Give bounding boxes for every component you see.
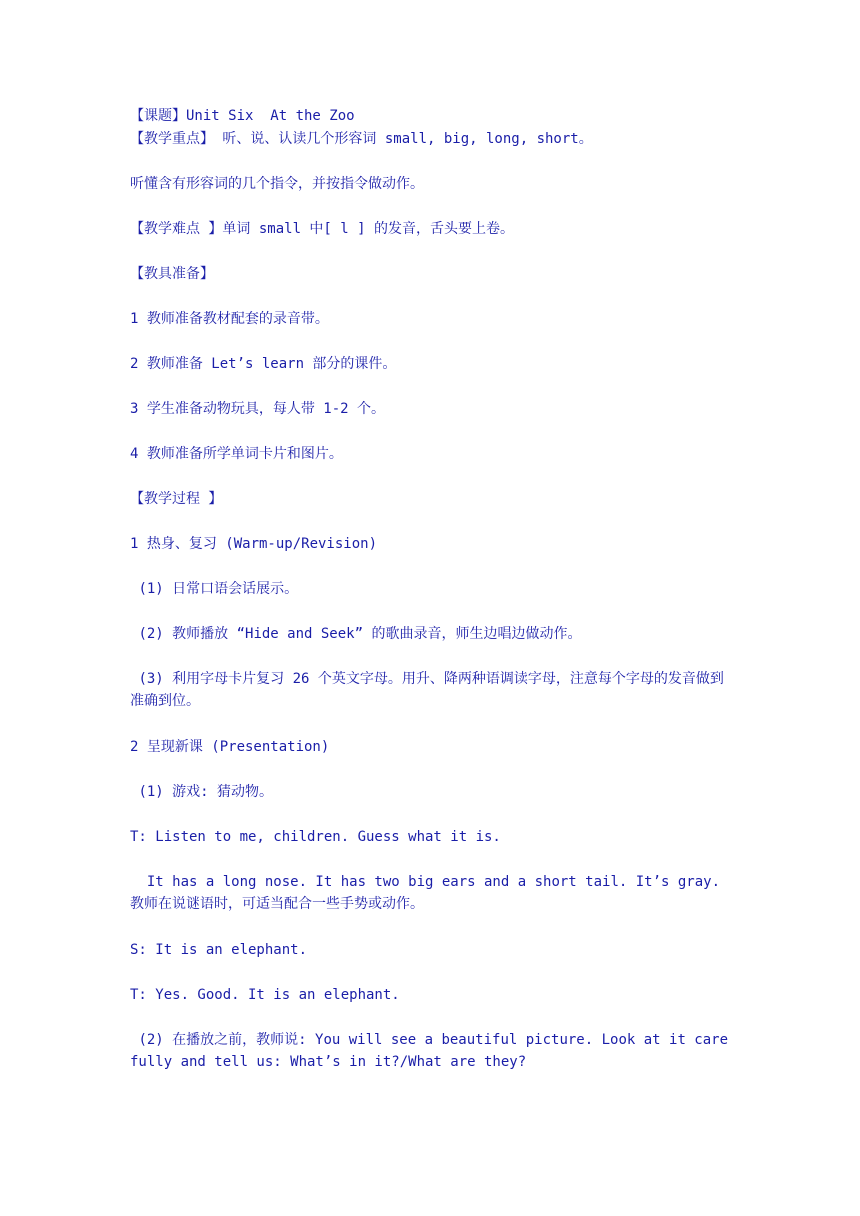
step-2-item-1: (1) 游戏: 猜动物。 [130, 784, 274, 800]
riddle-text: It has a long nose. It has two big ears and a short tail. It’s gray. 教师在说谜语时，可适当配合一些手势或动作。 [130, 874, 729, 912]
aid-item-3: 3 学生准备动物玩具，每人带 1-2 个。 [130, 401, 386, 417]
teaching-process-heading: 【教学过程 】 [130, 491, 223, 507]
teaching-difficulty: 【教学难点 】单词 small 中[ l ] 的发音，舌头要上卷。 [130, 221, 515, 237]
aid-item-2: 2 教师准备 Let’s learn 部分的课件。 [130, 356, 397, 372]
dialogue-teacher-1: T: Listen to me, children. Guess what it is. [130, 829, 501, 845]
step-2-heading: 2 呈现新课 (Presentation) [130, 739, 330, 755]
teaching-focus: 【教学重点】 听、说、认读几个形容词 small, big, long, short。 [130, 131, 593, 147]
step-1-item-3: (3) 利用字母卡片复习 26 个英文字母。用升、降两种语调读字母，注意每个字母的发音做到准确到位。 [130, 671, 724, 709]
step-1-heading: 1 热身、复习 (Warm-up/Revision) [130, 536, 378, 552]
teaching-focus-continued: 听懂含有形容词的几个指令，并按指令做动作。 [130, 176, 424, 192]
step-2-item-2: (2) 在播放之前，教师说: You will see a beautiful picture. Look at it carefully and tell us: What’s in it?/What are they? [130, 1032, 729, 1070]
aid-item-4: 4 教师准备所学单词卡片和图片。 [130, 446, 343, 462]
aid-item-1: 1 教师准备教材配套的录音带。 [130, 311, 329, 327]
step-1-item-1: (1) 日常口语会话展示。 [130, 581, 299, 597]
teaching-aids-heading: 【教具准备】 [130, 266, 214, 282]
dialogue-teacher-2: T: Yes. Good. It is an elephant. [130, 987, 400, 1003]
step-1-item-2: (2) 教师播放 “Hide and Seek” 的歌曲录音，师生边唱边做动作。 [130, 626, 582, 642]
lesson-title: 【课题】Unit Six At the Zoo [130, 108, 355, 124]
dialogue-student-1: S: It is an elephant. [130, 942, 308, 958]
